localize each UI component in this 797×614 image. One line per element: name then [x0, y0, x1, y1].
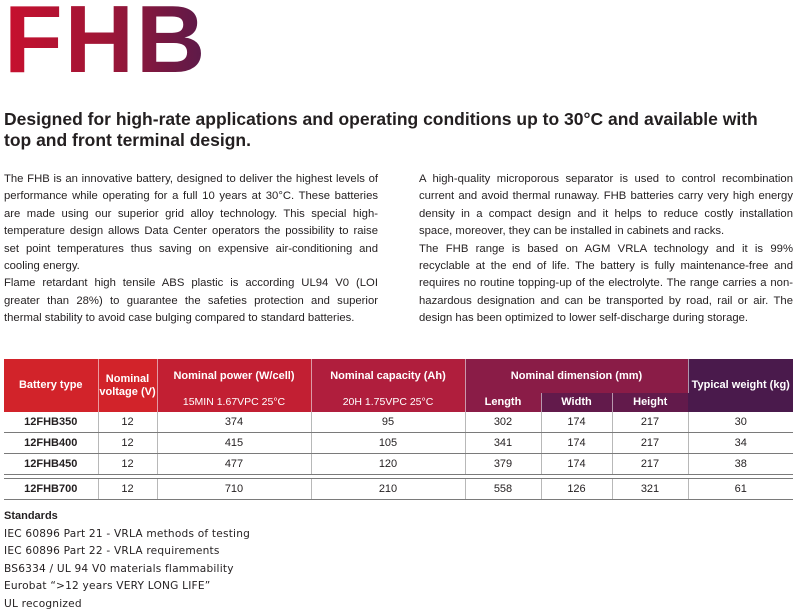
- cell-width: 174: [541, 433, 612, 454]
- header-nominal-power: Nominal power (W/cell): [157, 359, 311, 393]
- body-right-paragraph-1: A high-quality microporous separator is used to control recombination current and avoid thermal runaway. FHB batteries carry very high energy density in a compact design and it helps to reduce costly installation space, moreover, they can be installed in cabinets and racks.: [419, 173, 793, 238]
- body-text-right: [419, 171, 793, 328]
- table-row: [4, 454, 793, 475]
- cell-voltage: 12: [98, 479, 157, 500]
- table-row: [4, 412, 793, 433]
- table-row: [4, 479, 793, 500]
- header-nominal-power-conditions: 15MIN 1.67VPC 25°C: [157, 393, 311, 412]
- fhb-logo: FHB: [4, 0, 207, 88]
- cell-capacity: 210: [311, 479, 465, 500]
- cell-width: 174: [541, 454, 612, 475]
- cell-voltage: 12: [98, 454, 157, 475]
- header-length: Length: [465, 393, 541, 412]
- header-typical-weight: Typical weight (kg): [688, 359, 793, 412]
- cell-length: 558: [465, 479, 541, 500]
- body-left-paragraph-1: The FHB is an innovative battery, designed to deliver the highest levels of performance while operating for a full 10 years at 30°C. These batteries are made using our superior grid alloy technology. This special high-temperature design allows Data Center operators the possibility to raise set point temperatures thus saving on expensive air-conditioning and cooling energy.: [4, 173, 378, 273]
- headline: Designed for high-rate applications and operating conditions up to 30°C and available with top and front terminal design.: [4, 109, 758, 150]
- header-nominal-dimension: Nominal dimension (mm): [465, 359, 688, 393]
- standards-section: [4, 508, 250, 614]
- header-battery-type: Battery type: [4, 359, 98, 412]
- cell-power: 415: [157, 433, 311, 454]
- cell-battery-type: 12FHB400: [4, 433, 98, 454]
- cell-battery-type: 12FHB350: [4, 412, 98, 433]
- cell-width: 126: [541, 479, 612, 500]
- cell-weight: 61: [688, 479, 793, 500]
- header-nominal-capacity-conditions: 20H 1.75VPC 25°C: [311, 393, 465, 412]
- standards-item: BS6334 / UL 94 V0 materials flammability: [4, 562, 234, 575]
- cell-battery-type: 12FHB700: [4, 479, 98, 500]
- body-right-paragraph-2: The FHB range is based on AGM VRLA technology and it is 99% recyclable at the end of life. The battery is fully maintenance-free and requires no routine topping-up of the electrolyte. The range carries a non-hazardous designation and can be transported by road, rail or air. The design has been optimized to lower self-discharge during storage.: [419, 242, 793, 325]
- cell-length: 379: [465, 454, 541, 475]
- cell-power: 710: [157, 479, 311, 500]
- table-row: [4, 433, 793, 454]
- body-text-left: [4, 171, 378, 328]
- spec-table: [4, 359, 793, 500]
- cell-capacity: 95: [311, 412, 465, 433]
- standards-title: Standards: [4, 510, 58, 522]
- cell-height: 217: [612, 412, 688, 433]
- cell-capacity: 120: [311, 454, 465, 475]
- cell-weight: 30: [688, 412, 793, 433]
- cell-height: 217: [612, 433, 688, 454]
- cell-capacity: 105: [311, 433, 465, 454]
- header-height: Height: [612, 393, 688, 412]
- cell-height: 321: [612, 479, 688, 500]
- cell-voltage: 12: [98, 412, 157, 433]
- cell-voltage: 12: [98, 433, 157, 454]
- header-width: Width: [541, 393, 612, 412]
- header-nominal-capacity: Nominal capacity (Ah): [311, 359, 465, 393]
- cell-power: 477: [157, 454, 311, 475]
- standards-item: IEC 60896 Part 21 - VRLA methods of testing: [4, 527, 251, 540]
- cell-height: 217: [612, 454, 688, 475]
- cell-length: 341: [465, 433, 541, 454]
- body-left-paragraph-2: Flame retardant high tensile ABS plastic is according UL94 V0 (LOI greater than 28%) to guarantee the safeties protection and superior thermal stability to avoid case bulging compared to standard batteries.: [4, 277, 378, 325]
- standards-item: IEC 60896 Part 22 - VRLA requirements: [4, 545, 220, 558]
- standards-item: UL recognized: [4, 597, 82, 610]
- cell-battery-type: 12FHB450: [4, 454, 98, 475]
- cell-width: 174: [541, 412, 612, 433]
- header-nominal-voltage: Nominal voltage (V): [98, 359, 157, 412]
- cell-weight: 34: [688, 433, 793, 454]
- cell-power: 374: [157, 412, 311, 433]
- standards-item: Eurobat “>12 years VERY LONG LIFE”: [4, 580, 211, 593]
- cell-weight: 38: [688, 454, 793, 475]
- cell-length: 302: [465, 412, 541, 433]
